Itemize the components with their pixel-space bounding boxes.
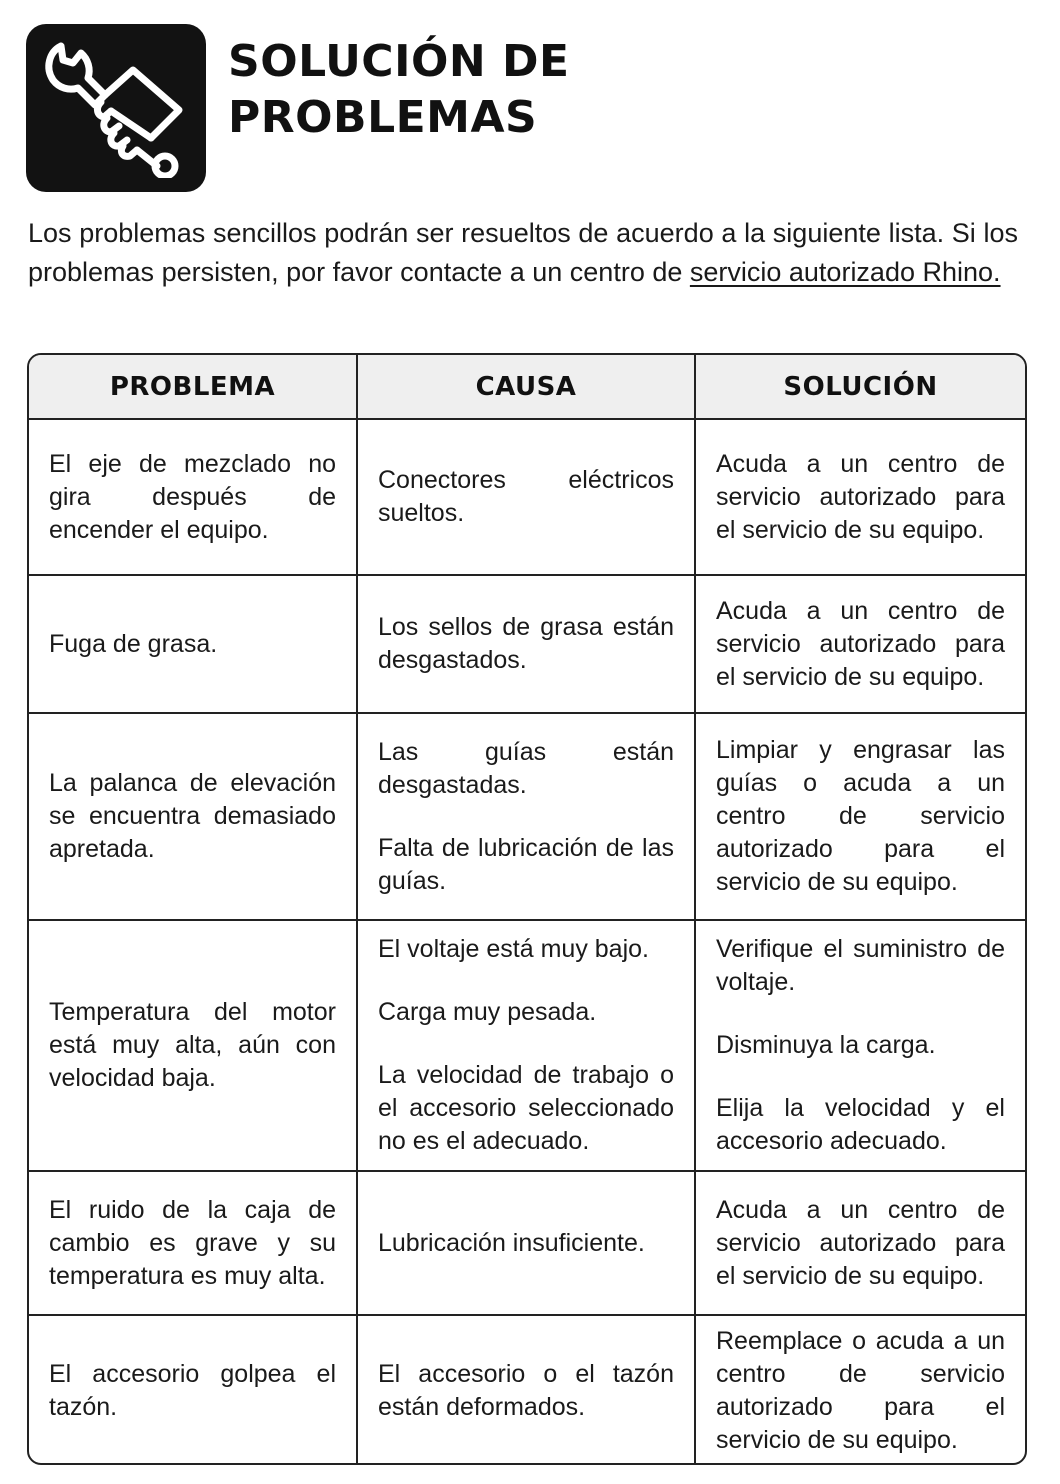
solution-text: Acuda a un centro de servicio autorizado para el servicio de su equipo. — [716, 596, 1005, 691]
header-problema: PROBLEMA — [29, 355, 357, 419]
solution-cell — [695, 1171, 1025, 1315]
solution-text: Disminuya la carga. — [716, 1031, 936, 1059]
cause-text: Los sellos de grasa están desgastados. — [378, 613, 674, 674]
solution-text: Reemplace o acuda a un centro de servicio autorizado para el servicio de su equipo. — [716, 1326, 1005, 1454]
cause-text: Falta de lubricación de las guías. — [378, 833, 674, 895]
problem-text: El eje de mezclado no gira después de encender el equipo. — [49, 449, 336, 544]
problem-cell — [29, 575, 357, 713]
solution-cell — [695, 713, 1025, 920]
problem-cell — [29, 920, 357, 1171]
table-row — [29, 920, 1025, 1171]
cause-cell — [357, 920, 695, 1171]
header-solucion: SOLUCIÓN — [695, 355, 1025, 419]
cause-text: El accesorio o el tazón están deformados. — [378, 1359, 674, 1421]
problem-cell — [29, 1315, 357, 1465]
solution-text: Limpiar y engrasar las guías o acuda a un centro de servicio autorizado para el servicio de su equipo. — [716, 736, 1005, 896]
intro-paragraph — [28, 214, 1018, 292]
solution-text: Verifique el suministro de voltaje. — [716, 935, 1005, 996]
cause-text: Lubricación insuficiente. — [378, 1228, 645, 1257]
solution-cell — [695, 575, 1025, 713]
header-causa: CAUSA — [357, 355, 695, 419]
cause-cell — [357, 419, 695, 575]
page-title — [228, 34, 570, 146]
solution-text: Acuda a un centro de servicio autorizado para el servicio de su equipo. — [716, 449, 1005, 544]
problem-text: Fuga de grasa. — [49, 629, 218, 658]
troubleshooting-table — [27, 353, 1027, 1465]
authorized-service-link: servicio autorizado Rhino. — [689, 257, 1001, 287]
table-row — [29, 713, 1025, 920]
cause-cell — [357, 575, 695, 713]
intro-text: Los problemas sencillos podrán ser resueltos de acuerdo a la siguiente lista. Si los problemas persisten, por favor contacte a un centro de — [28, 218, 1018, 287]
wrench-hand-icon — [41, 38, 191, 178]
header — [26, 24, 570, 192]
problem-text: El ruido de la caja de cambio es grave y su temperatura es muy alta. — [49, 1195, 336, 1290]
solution-text: Elija la velocidad y el accesorio adecuado. — [716, 1094, 1005, 1155]
cause-text: El voltaje está muy bajo. — [378, 935, 649, 963]
cause-cell — [357, 1171, 695, 1315]
problem-text: El accesorio golpea el tazón. — [49, 1359, 336, 1421]
page-title-line1: SOLUCIÓN DE — [228, 36, 570, 87]
solution-cell — [695, 920, 1025, 1171]
table-row — [29, 1171, 1025, 1315]
cause-text: La velocidad de trabajo o el accesorio seleccionado no es el adecuado. — [378, 1061, 674, 1155]
solution-cell — [695, 1315, 1025, 1465]
logo-box — [26, 24, 206, 192]
cause-cell — [357, 713, 695, 920]
cause-text: Las guías están desgastadas. — [378, 737, 674, 799]
solution-text: Acuda a un centro de servicio autorizado para el servicio de su equipo. — [716, 1195, 1005, 1290]
problem-text: La palanca de elevación se encuentra demasiado apretada. — [49, 769, 336, 863]
cause-text: Carga muy pesada. — [378, 998, 597, 1026]
page-title-line2: PROBLEMAS — [228, 92, 538, 143]
table-row — [29, 1315, 1025, 1465]
problem-text: Temperatura del motor está muy alta, aún con velocidad baja. — [49, 998, 336, 1092]
table-header-row — [29, 355, 1025, 419]
table-row — [29, 419, 1025, 575]
table-row — [29, 575, 1025, 713]
problem-cell — [29, 1171, 357, 1315]
problem-cell — [29, 419, 357, 575]
cause-text: Conectores eléctricos sueltos. — [378, 466, 674, 527]
solution-cell — [695, 419, 1025, 575]
problem-cell — [29, 713, 357, 920]
cause-cell — [357, 1315, 695, 1465]
